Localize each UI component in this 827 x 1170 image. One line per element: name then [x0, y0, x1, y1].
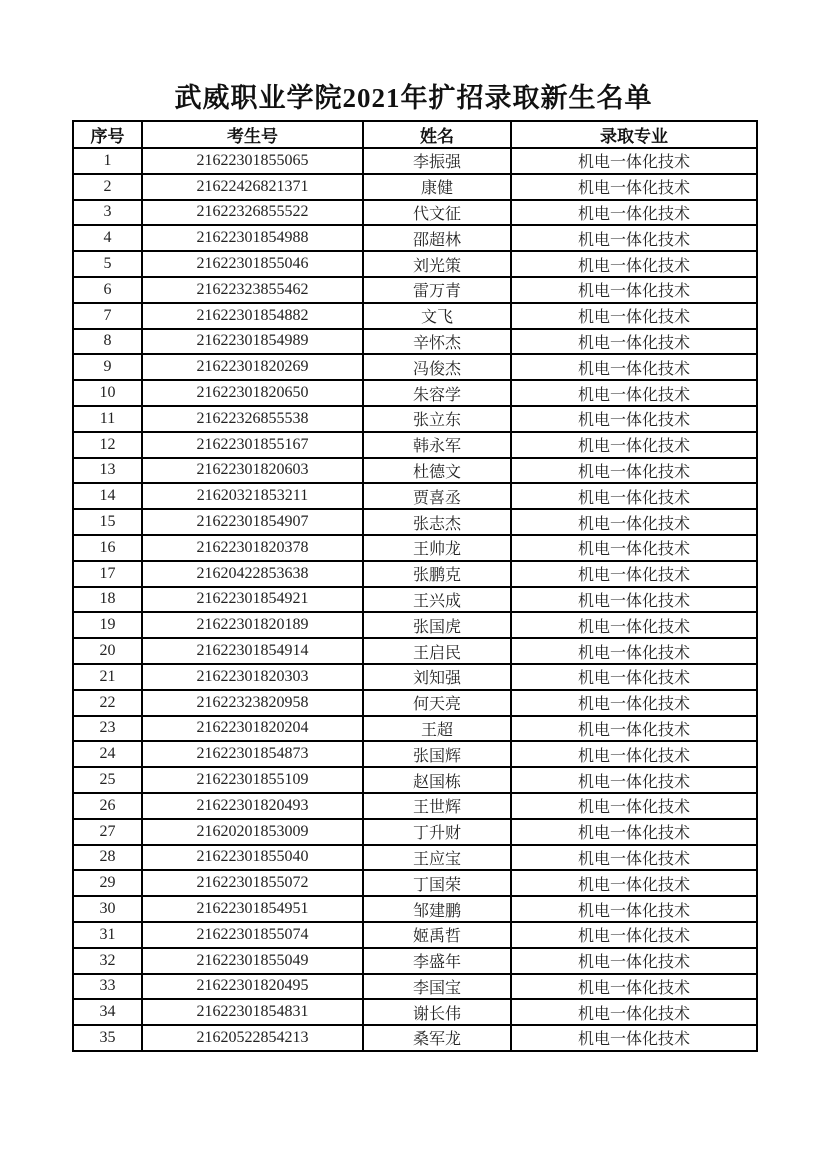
row-candidate-no: 21622301820189 — [142, 612, 363, 638]
row-name: 韩永军 — [363, 432, 511, 458]
row-seq: 13 — [73, 458, 142, 484]
row-major: 机电一体化技术 — [511, 664, 757, 690]
row-seq: 6 — [73, 277, 142, 303]
row-seq: 31 — [73, 922, 142, 948]
table-row — [73, 329, 757, 355]
row-name: 雷万青 — [363, 277, 511, 303]
row-major: 机电一体化技术 — [511, 870, 757, 896]
row-major: 机电一体化技术 — [511, 638, 757, 664]
row-candidate-no: 21622301820303 — [142, 664, 363, 690]
row-major: 机电一体化技术 — [511, 716, 757, 742]
row-name: 康健 — [363, 174, 511, 200]
row-seq: 25 — [73, 767, 142, 793]
header-major: 录取专业 — [511, 121, 757, 148]
table-row — [73, 716, 757, 742]
row-seq: 21 — [73, 664, 142, 690]
table-row — [73, 896, 757, 922]
row-seq: 33 — [73, 974, 142, 1000]
row-major: 机电一体化技术 — [511, 303, 757, 329]
table-row — [73, 690, 757, 716]
table-row — [73, 380, 757, 406]
table-row — [73, 432, 757, 458]
row-candidate-no: 21622301820495 — [142, 974, 363, 1000]
row-seq: 32 — [73, 948, 142, 974]
row-seq: 7 — [73, 303, 142, 329]
row-name: 张立东 — [363, 406, 511, 432]
row-name: 张国辉 — [363, 741, 511, 767]
row-seq: 10 — [73, 380, 142, 406]
table-row — [73, 793, 757, 819]
row-seq: 5 — [73, 251, 142, 277]
table-row — [73, 174, 757, 200]
row-major: 机电一体化技术 — [511, 277, 757, 303]
row-name: 丁国荣 — [363, 870, 511, 896]
row-name: 丁升财 — [363, 819, 511, 845]
table-row — [73, 303, 757, 329]
row-candidate-no: 21622301820204 — [142, 716, 363, 742]
row-name: 王启民 — [363, 638, 511, 664]
row-name: 朱容学 — [363, 380, 511, 406]
table-row — [73, 458, 757, 484]
row-major: 机电一体化技术 — [511, 1025, 757, 1051]
row-candidate-no: 21620201853009 — [142, 819, 363, 845]
row-candidate-no: 21622301820493 — [142, 793, 363, 819]
row-seq: 8 — [73, 329, 142, 355]
row-candidate-no: 21622301855040 — [142, 845, 363, 871]
row-major: 机电一体化技术 — [511, 329, 757, 355]
row-name: 桑军龙 — [363, 1025, 511, 1051]
row-candidate-no: 21622323820958 — [142, 690, 363, 716]
row-name: 邹建鹏 — [363, 896, 511, 922]
row-seq: 4 — [73, 225, 142, 251]
table-row — [73, 354, 757, 380]
table-row — [73, 148, 757, 174]
row-candidate-no: 21620422853638 — [142, 561, 363, 587]
row-candidate-no: 21622301820603 — [142, 458, 363, 484]
row-name: 谢长伟 — [363, 999, 511, 1025]
row-major: 机电一体化技术 — [511, 380, 757, 406]
row-seq: 15 — [73, 509, 142, 535]
row-name: 代文征 — [363, 200, 511, 226]
row-candidate-no: 21620321853211 — [142, 483, 363, 509]
row-seq: 1 — [73, 148, 142, 174]
row-candidate-no: 21622301855065 — [142, 148, 363, 174]
table-row — [73, 1025, 757, 1051]
row-major: 机电一体化技术 — [511, 225, 757, 251]
table-row — [73, 200, 757, 226]
row-name: 王兴成 — [363, 587, 511, 613]
table-row — [73, 277, 757, 303]
row-seq: 17 — [73, 561, 142, 587]
row-name: 贾喜丞 — [363, 483, 511, 509]
row-candidate-no: 21620522854213 — [142, 1025, 363, 1051]
row-major: 机电一体化技术 — [511, 483, 757, 509]
row-name: 李国宝 — [363, 974, 511, 1000]
admission-table — [72, 120, 758, 1052]
header-name: 姓名 — [363, 121, 511, 148]
row-seq: 34 — [73, 999, 142, 1025]
row-major: 机电一体化技术 — [511, 845, 757, 871]
row-name: 李振强 — [363, 148, 511, 174]
row-seq: 19 — [73, 612, 142, 638]
row-candidate-no: 21622301854989 — [142, 329, 363, 355]
row-seq: 26 — [73, 793, 142, 819]
row-name: 张鹏克 — [363, 561, 511, 587]
row-name: 冯俊杰 — [363, 354, 511, 380]
row-major: 机电一体化技术 — [511, 174, 757, 200]
row-name: 辛怀杰 — [363, 329, 511, 355]
row-name: 刘知强 — [363, 664, 511, 690]
row-major: 机电一体化技术 — [511, 819, 757, 845]
row-candidate-no: 21622301854873 — [142, 741, 363, 767]
row-seq: 29 — [73, 870, 142, 896]
row-major: 机电一体化技术 — [511, 741, 757, 767]
table-row — [73, 612, 757, 638]
row-candidate-no: 21622326855538 — [142, 406, 363, 432]
row-candidate-no: 21622301854907 — [142, 509, 363, 535]
row-major: 机电一体化技术 — [511, 767, 757, 793]
row-seq: 3 — [73, 200, 142, 226]
table-row — [73, 999, 757, 1025]
table-row — [73, 587, 757, 613]
row-seq: 9 — [73, 354, 142, 380]
row-major: 机电一体化技术 — [511, 922, 757, 948]
table-row — [73, 535, 757, 561]
row-name: 王应宝 — [363, 845, 511, 871]
row-name: 张志杰 — [363, 509, 511, 535]
table-row — [73, 870, 757, 896]
row-major: 机电一体化技术 — [511, 561, 757, 587]
row-candidate-no: 21622301854951 — [142, 896, 363, 922]
row-major: 机电一体化技术 — [511, 354, 757, 380]
row-seq: 22 — [73, 690, 142, 716]
row-candidate-no: 21622301854988 — [142, 225, 363, 251]
row-candidate-no: 21622426821371 — [142, 174, 363, 200]
row-name: 杜德文 — [363, 458, 511, 484]
row-major: 机电一体化技术 — [511, 690, 757, 716]
table-row — [73, 948, 757, 974]
row-seq: 23 — [73, 716, 142, 742]
row-seq: 28 — [73, 845, 142, 871]
row-seq: 30 — [73, 896, 142, 922]
table-row — [73, 922, 757, 948]
row-name: 文飞 — [363, 303, 511, 329]
header-seq: 序号 — [73, 121, 142, 148]
row-name: 张国虎 — [363, 612, 511, 638]
row-major: 机电一体化技术 — [511, 999, 757, 1025]
row-seq: 18 — [73, 587, 142, 613]
table-body — [73, 148, 757, 1051]
row-name: 何天亮 — [363, 690, 511, 716]
row-major: 机电一体化技术 — [511, 793, 757, 819]
row-major: 机电一体化技术 — [511, 535, 757, 561]
row-candidate-no: 21622326855522 — [142, 200, 363, 226]
table-row — [73, 509, 757, 535]
row-name: 李盛年 — [363, 948, 511, 974]
row-candidate-no: 21622301820378 — [142, 535, 363, 561]
row-candidate-no: 21622301855167 — [142, 432, 363, 458]
row-seq: 16 — [73, 535, 142, 561]
row-major: 机电一体化技术 — [511, 612, 757, 638]
row-major: 机电一体化技术 — [511, 432, 757, 458]
header-candidate-no: 考生号 — [142, 121, 363, 148]
row-candidate-no: 21622301855046 — [142, 251, 363, 277]
table-row — [73, 251, 757, 277]
row-candidate-no: 21622301820269 — [142, 354, 363, 380]
table-row — [73, 664, 757, 690]
table-row — [73, 845, 757, 871]
row-candidate-no: 21622301855074 — [142, 922, 363, 948]
row-candidate-no: 21622301855049 — [142, 948, 363, 974]
row-candidate-no: 21622301854882 — [142, 303, 363, 329]
table-row — [73, 767, 757, 793]
row-major: 机电一体化技术 — [511, 458, 757, 484]
row-seq: 35 — [73, 1025, 142, 1051]
table-row — [73, 561, 757, 587]
table-row — [73, 974, 757, 1000]
table-header-row — [73, 121, 757, 148]
row-major: 机电一体化技术 — [511, 509, 757, 535]
table-row — [73, 406, 757, 432]
row-candidate-no: 21622301855072 — [142, 870, 363, 896]
table-row — [73, 741, 757, 767]
row-major: 机电一体化技术 — [511, 587, 757, 613]
row-name: 王世辉 — [363, 793, 511, 819]
row-major: 机电一体化技术 — [511, 251, 757, 277]
row-major: 机电一体化技术 — [511, 200, 757, 226]
row-candidate-no: 21622301855109 — [142, 767, 363, 793]
row-seq: 20 — [73, 638, 142, 664]
table-row — [73, 819, 757, 845]
row-candidate-no: 21622301820650 — [142, 380, 363, 406]
row-candidate-no: 21622301854831 — [142, 999, 363, 1025]
row-name: 王帅龙 — [363, 535, 511, 561]
row-seq: 24 — [73, 741, 142, 767]
row-name: 刘光策 — [363, 251, 511, 277]
table-row — [73, 483, 757, 509]
row-seq: 11 — [73, 406, 142, 432]
table-row — [73, 638, 757, 664]
row-major: 机电一体化技术 — [511, 948, 757, 974]
page-title: 武威职业学院2021年扩招录取新生名单 — [174, 83, 653, 113]
row-major: 机电一体化技术 — [511, 974, 757, 1000]
row-seq: 12 — [73, 432, 142, 458]
row-major: 机电一体化技术 — [511, 406, 757, 432]
row-seq: 14 — [73, 483, 142, 509]
row-major: 机电一体化技术 — [511, 896, 757, 922]
row-candidate-no: 21622323855462 — [142, 277, 363, 303]
row-name: 邵超林 — [363, 225, 511, 251]
row-seq: 2 — [73, 174, 142, 200]
row-name: 赵国栋 — [363, 767, 511, 793]
row-name: 姬禹哲 — [363, 922, 511, 948]
row-name: 王超 — [363, 716, 511, 742]
row-candidate-no: 21622301854921 — [142, 587, 363, 613]
row-candidate-no: 21622301854914 — [142, 638, 363, 664]
row-seq: 27 — [73, 819, 142, 845]
table-row — [73, 225, 757, 251]
row-major: 机电一体化技术 — [511, 148, 757, 174]
